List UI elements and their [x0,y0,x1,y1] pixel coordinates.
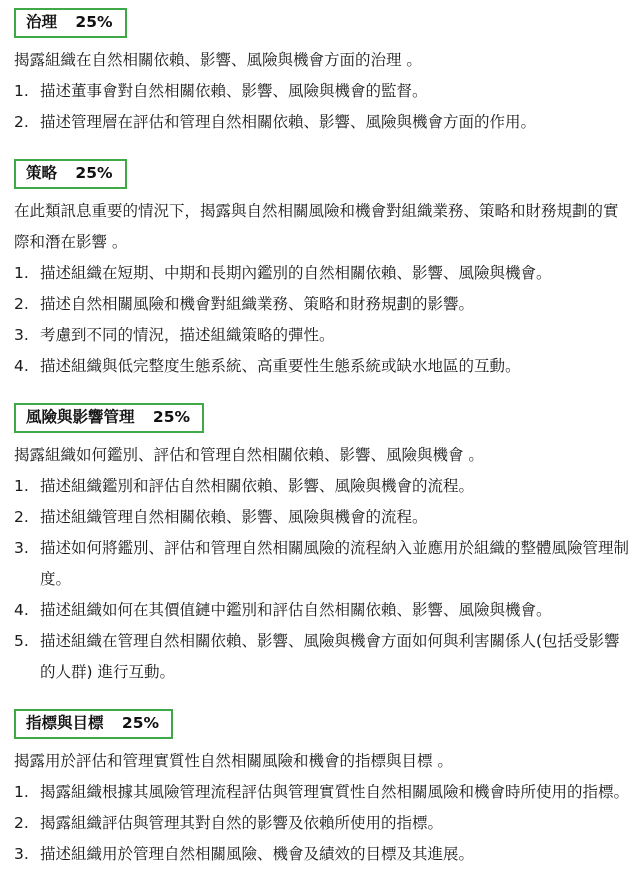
section-header [14,403,630,433]
list-item-text: 考慮到不同的情況，描述組織策略的彈性。 [40,326,335,344]
section-weight: 25% [75,13,113,31]
list-item-number: 1. [14,783,29,801]
list-item-text: 描述組織在管理自然相關依賴、影響、風險與機會方面如何與利害關係人(包括受影響的人群) 進行互動。 [40,632,620,681]
list-item [14,258,630,289]
section-header-box [14,159,127,189]
section-governance [14,8,630,138]
section-intro: 揭露組織在自然相關依賴、影響、風險與機會方面的治理 。 [14,51,422,69]
list-item [14,595,630,626]
list-item-number: 1. [14,264,29,282]
list-item-number: 1. [14,82,29,100]
list-item-text: 描述組織管理自然相關依賴、影響、風險與機會的流程。 [40,508,428,526]
list-item [14,320,630,351]
list-item-number: 2. [14,814,29,832]
section-title: 風險與影響管理 [26,408,135,426]
list-item-text: 描述如何將鑑別、評估和管理自然相關風險的流程納入並應用於組織的整體風險管理制度。 [40,539,630,588]
section-strategy [14,159,630,382]
list-item-number: 4. [14,601,29,619]
list-item [14,626,630,688]
list-item [14,289,630,320]
list-item-number: 2. [14,508,29,526]
list-item-text: 描述董事會對自然相關依賴、影響、風險與機會的監督。 [40,82,428,100]
section-weight: 25% [75,164,113,182]
section-risk-impact-management [14,403,630,688]
list-item [14,808,630,839]
list-item [14,777,630,808]
section-weight: 25% [121,714,160,732]
section-intro: 揭露組織如何鑑別、評估和管理自然相關依賴、影響、風險與機會 。 [14,446,484,464]
list-item [14,76,630,107]
list-item-number: 3. [14,539,29,557]
list-item-text: 描述自然相關風險和機會對組織業務、策略和財務規劃的影響。 [40,295,475,313]
list-item-number: 2. [14,295,29,313]
section-header-box [14,403,204,433]
list-item-number: 3. [14,326,29,344]
list-item [14,533,630,595]
list-item-text: 描述組織如何在其價值鏈中鑑別和評估自然相關依賴、影響、風險與機會。 [40,601,552,619]
list-item-text: 描述管理層在評估和管理自然相關依賴、影響、風險與機會方面的作用。 [40,113,537,131]
list-item-number: 2. [14,113,29,131]
list-item-text: 揭露組織根據其風險管理流程評估與管理實質性自然相關風險和機會時所使用的指標。 [40,783,630,801]
section-header [14,8,630,38]
section-intro: 在此類訊息重要的情況下，揭露與自然相關風險和機會對組織業務、策略和財務規劃的實際和潛在影響 。 [14,202,619,251]
section-header-box [14,709,173,739]
list-item-text: 描述組織與低完整度生態系統、高重要性生態系統或缺水地區的互動。 [40,357,521,375]
list-item [14,471,630,502]
list-item-text: 揭露組織評估與管理其對自然的影響及依賴所使用的指標。 [40,814,444,832]
section-header [14,709,630,739]
list-item-number: 3. [14,845,29,863]
section-title: 指標與目標 [26,714,104,732]
section-weight: 25% [152,408,191,426]
list-item-text: 描述組織用於管理自然相關風險、機會及績效的目標及其進展。 [40,845,475,863]
list-item [14,351,630,382]
list-item-number: 5. [14,632,29,650]
list-item [14,839,630,870]
section-metrics-targets [14,709,630,870]
section-header-box [14,8,127,38]
list-item [14,502,630,533]
list-item [14,107,630,138]
section-intro: 揭露用於評估和管理實質性自然相關風險和機會的指標與目標 。 [14,752,453,770]
section-title: 策略 [26,164,58,182]
list-item-number: 4. [14,357,29,375]
section-title: 治理 [26,13,58,31]
list-item-text: 描述組織鑑別和評估自然相關依賴、影響、風險與機會的流程。 [40,477,475,495]
list-item-text: 描述組織在短期、中期和長期內鑑別的自然相關依賴、影響、風險與機會。 [40,264,552,282]
section-header [14,159,630,189]
list-item-number: 1. [14,477,29,495]
